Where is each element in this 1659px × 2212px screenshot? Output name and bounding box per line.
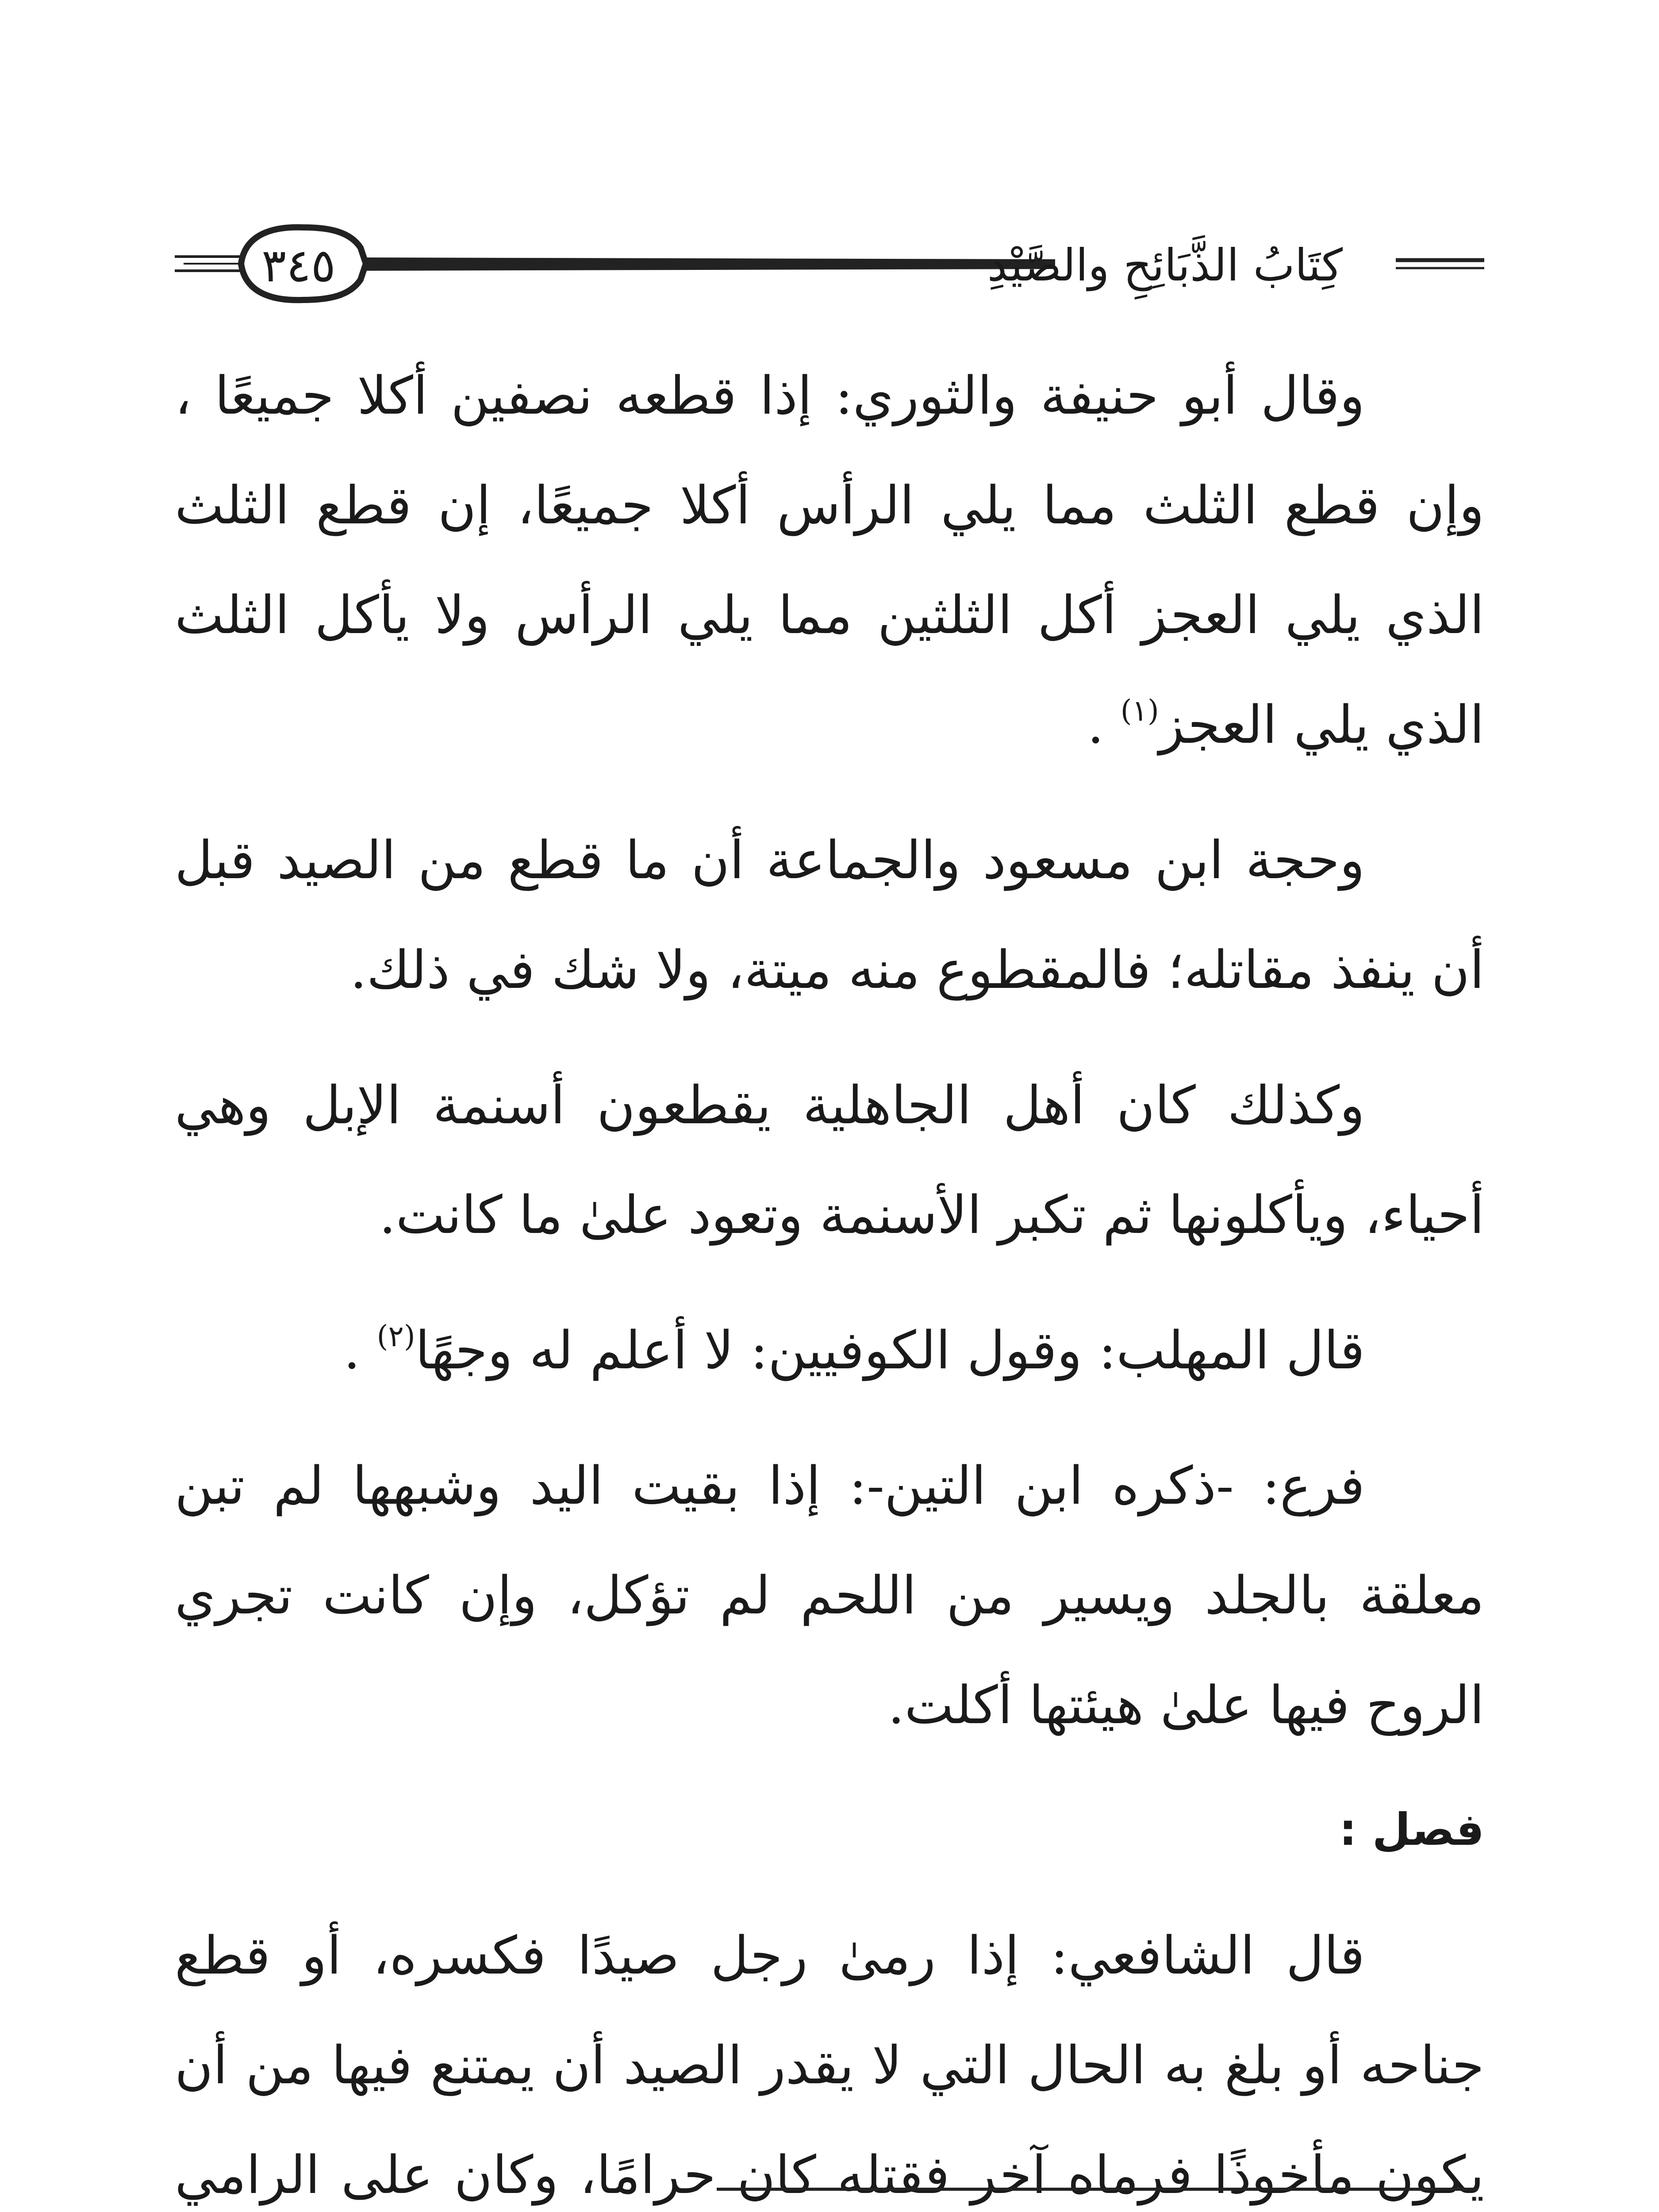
running-head: كِتَابُ الذَّبَائِحِ والصَّيْدِ: [987, 239, 1343, 291]
footnote-separator: [717, 2188, 1478, 2191]
main-text: [175, 341, 1484, 2212]
footnotes: [175, 2208, 1484, 2212]
footnote-ref-1: (١): [1120, 694, 1159, 728]
paragraph-shafii: قال الشافعي: إذا رمىٰ رجل صيدًا فكسره، أو قطع جناحه أو بلغ به الحال التي لا يقدر الصيد أن يمتنع فيها من أن يكون مأخوذًا فرماه آخر فقتله كان حرامًا، وكان على الرامي: [175, 1925, 1484, 2205]
section-heading: فصل :: [1339, 1804, 1484, 1855]
paragraph-abu-hanifa: وقال أبو حنيفة والثوري: إذا قطعه نصفين أكلا جميعًا ، وإن قطع الثلث مما يلي الرأس أكلا جميعًا، إن قطع الثلث الذي يلي العجز أكل الثلثين مما يلي الرأس ولا يأكل الثلث الذي يلي العجز$^{(١)}$ .: [175, 365, 1484, 755]
footnote-ref-2: (٢): [376, 1319, 415, 1353]
paragraph-jahiliyya: وكذلك كان أهل الجاهلية يقطعون أسنمة الإبل وهي أحياء، ويأكلونها ثم تكبر الأسنمة وتعود علىٰ ما كانت.: [175, 1075, 1484, 1245]
paragraph-far: فرع: -ذكره ابن التين-: إذا بقيت اليد وشبهها لم تبن معلقة بالجلد ويسير من اللحم لم تؤكل، وإن كانت تجري الروح فيها علىٰ هيئتها أكلت.: [175, 1455, 1484, 1736]
footnote-item: [175, 2208, 1484, 2212]
paragraph-muhallab: قال المهلب: وقول الكوفيين: لا أعلم له وجهًا$^{(٢)}$ .: [343, 1319, 1365, 1381]
page-header: [175, 221, 1484, 310]
paragraph-ibn-masud: وحجة ابن مسعود والجماعة أن ما قطع من الصيد قبل أن ينفذ مقاتله؛ فالمقطوع منه ميتة، ولا شك في ذلك.: [175, 830, 1484, 1000]
page-number: ٣٤٥: [261, 238, 336, 292]
